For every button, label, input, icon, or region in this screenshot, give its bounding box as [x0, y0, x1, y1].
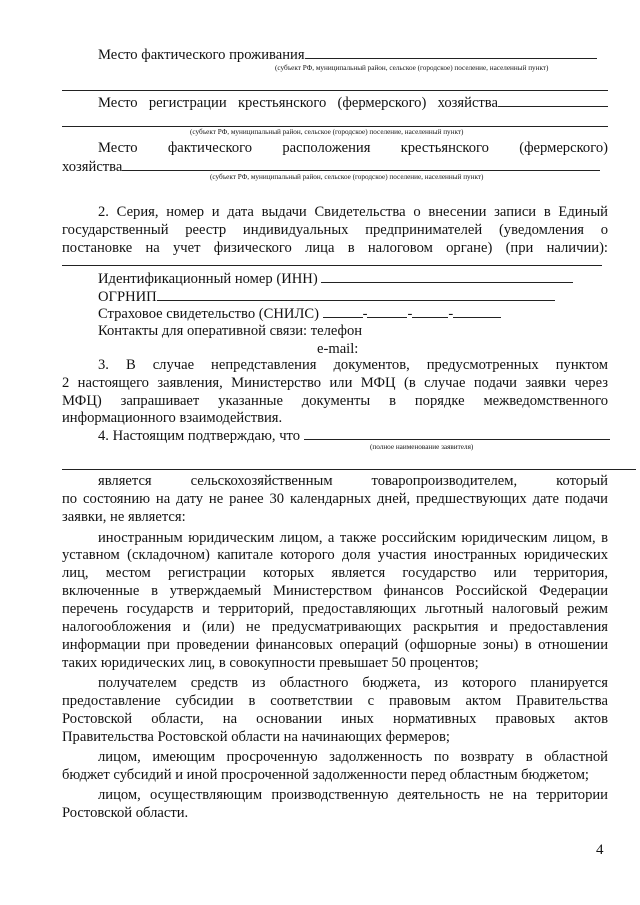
- foreign-line-1: иностранным юридическим лицом, а также российским юридическим лицом, в: [98, 530, 608, 546]
- residence-field[interactable]: [305, 45, 597, 59]
- snils-line: [98, 304, 501, 323]
- ogrnip-field[interactable]: [157, 287, 555, 301]
- section4-line-2: по состоянию на дату не ранее 30 календарных дней, предшествующих дате подачи: [62, 491, 608, 507]
- territory-line-2: Ростовской области.: [62, 805, 189, 821]
- section2-field[interactable]: [62, 265, 602, 266]
- applicant-name-field[interactable]: [304, 426, 610, 440]
- applicant-name-extra-line[interactable]: [62, 469, 636, 470]
- farm-registration-line: [98, 93, 608, 112]
- email-label: e-mail:: [317, 341, 359, 357]
- farm-location-label: хозяйства: [62, 159, 123, 175]
- snils-sep-3: -: [448, 306, 454, 322]
- section3-line-1: 3. В случае непредставления документов, предусмотренных пунктом: [98, 357, 608, 373]
- residence-label: Место фактического проживания: [98, 47, 305, 63]
- section4-line-3: заявки, не является:: [62, 509, 186, 525]
- snils-field-4[interactable]: [453, 304, 501, 318]
- farm-registration-note: (субъект РФ, муниципальный район, сельское (городское) поселение, населенный пункт): [190, 128, 464, 136]
- section2-line-2: государственный реестр индивидуальных предпринимателей (уведомления о: [62, 222, 608, 238]
- snils-label: Страховое свидетельство (СНИЛС): [98, 306, 319, 322]
- recipient-line-1: получателем средств из областного бюджета, из которого планируется: [98, 675, 608, 691]
- section4-line-1: является сельскохозяйственным товаропроизводителем, который: [98, 473, 608, 489]
- page-number: 4: [596, 842, 604, 858]
- foreign-line-4: включенные в утверждаемый Министерством финансов Российской Федерации: [62, 583, 608, 599]
- section4-confirm-label: 4. Настоящим подтверждаю, что: [98, 428, 301, 444]
- foreign-line-6: налогообложения и (или) не предусматривающих раскрытия и предоставления: [62, 619, 608, 635]
- inn-line: [98, 269, 573, 288]
- territory-line-1: лицом, осуществляющим производственную деятельность не на территории: [98, 787, 608, 803]
- foreign-line-5: перечень государств и территорий, предоставляющих льготный налоговый режим: [62, 601, 608, 617]
- section2-line-3: постановке на учет физического лица в налоговом органе) (при наличии):: [62, 240, 608, 256]
- farm-registration-field[interactable]: [498, 93, 608, 107]
- snils-field-2[interactable]: [367, 304, 407, 318]
- foreign-line-7: информации при проведении финансовых операций (офшорные зоны) в отношении: [62, 637, 608, 653]
- farm-location-note: (субъект РФ, муниципальный район, сельское (городское) поселение, населенный пункт): [210, 173, 484, 181]
- residence-extra-line[interactable]: [62, 90, 608, 91]
- applicant-name-note: (полное наименование заявителя): [370, 443, 474, 451]
- residence-note: (субъект РФ, муниципальный район, сельское (городское) поселение, населенный пункт): [275, 64, 549, 72]
- foreign-line-2: уставном (складочном) капитале которого доля участия иностранных юридических: [62, 547, 608, 563]
- foreign-line-8: таких юридических лиц, в совокупности превышает 50 процентов;: [62, 655, 479, 671]
- farm-registration-label: Место регистрации крестьянского (фермерского) хозяйства: [98, 95, 498, 111]
- inn-label: Идентификационный номер (ИНН): [98, 271, 318, 287]
- snils-sep-2: -: [407, 306, 413, 322]
- residence-line: [98, 45, 597, 64]
- section3-line-3: МФЦ) запрашивает указанные документы в порядке межведомственного: [62, 393, 608, 409]
- recipient-line-2: предоставление субсидии в соответствии с правовым актом Правительства: [62, 693, 608, 709]
- inn-field[interactable]: [321, 269, 573, 283]
- farm-location-field[interactable]: [122, 157, 600, 171]
- farm-registration-extra-line[interactable]: [62, 126, 608, 127]
- snils-sep-1: -: [362, 306, 368, 322]
- snils-field-1[interactable]: [323, 304, 363, 318]
- recipient-line-3: Ростовской области, на основании иных нормативных правовых актов: [62, 711, 608, 727]
- section4-confirm-line: [98, 426, 610, 445]
- ogrnip-label: ОГРНИП: [98, 289, 157, 305]
- debt-line-1: лицом, имеющим просроченную задолженность по возврату в областной: [98, 749, 608, 765]
- contacts-label: Контакты для оперативной связи: телефон: [98, 323, 363, 339]
- debt-line-2: бюджет субсидий и иной просроченной задолженности перед областным бюджетом;: [62, 767, 589, 783]
- section2-line-1: 2. Серия, номер и дата выдачи Свидетельства о внесении записи в Единый: [98, 204, 608, 220]
- recipient-line-4: Правительства Ростовской области на начинающих фермеров;: [62, 729, 450, 745]
- farm-location-line1: Место фактического расположения крестьянского (фермерского): [98, 140, 608, 156]
- snils-field-3[interactable]: [412, 304, 448, 318]
- section3-line-2: 2 настоящего заявления, Министерство или МФЦ (в случае подачи заявки через: [62, 375, 608, 391]
- foreign-line-3: лиц, местом регистрации которых является государство или территория,: [62, 565, 608, 581]
- section3-line-4: информационного взаимодействия.: [62, 410, 283, 426]
